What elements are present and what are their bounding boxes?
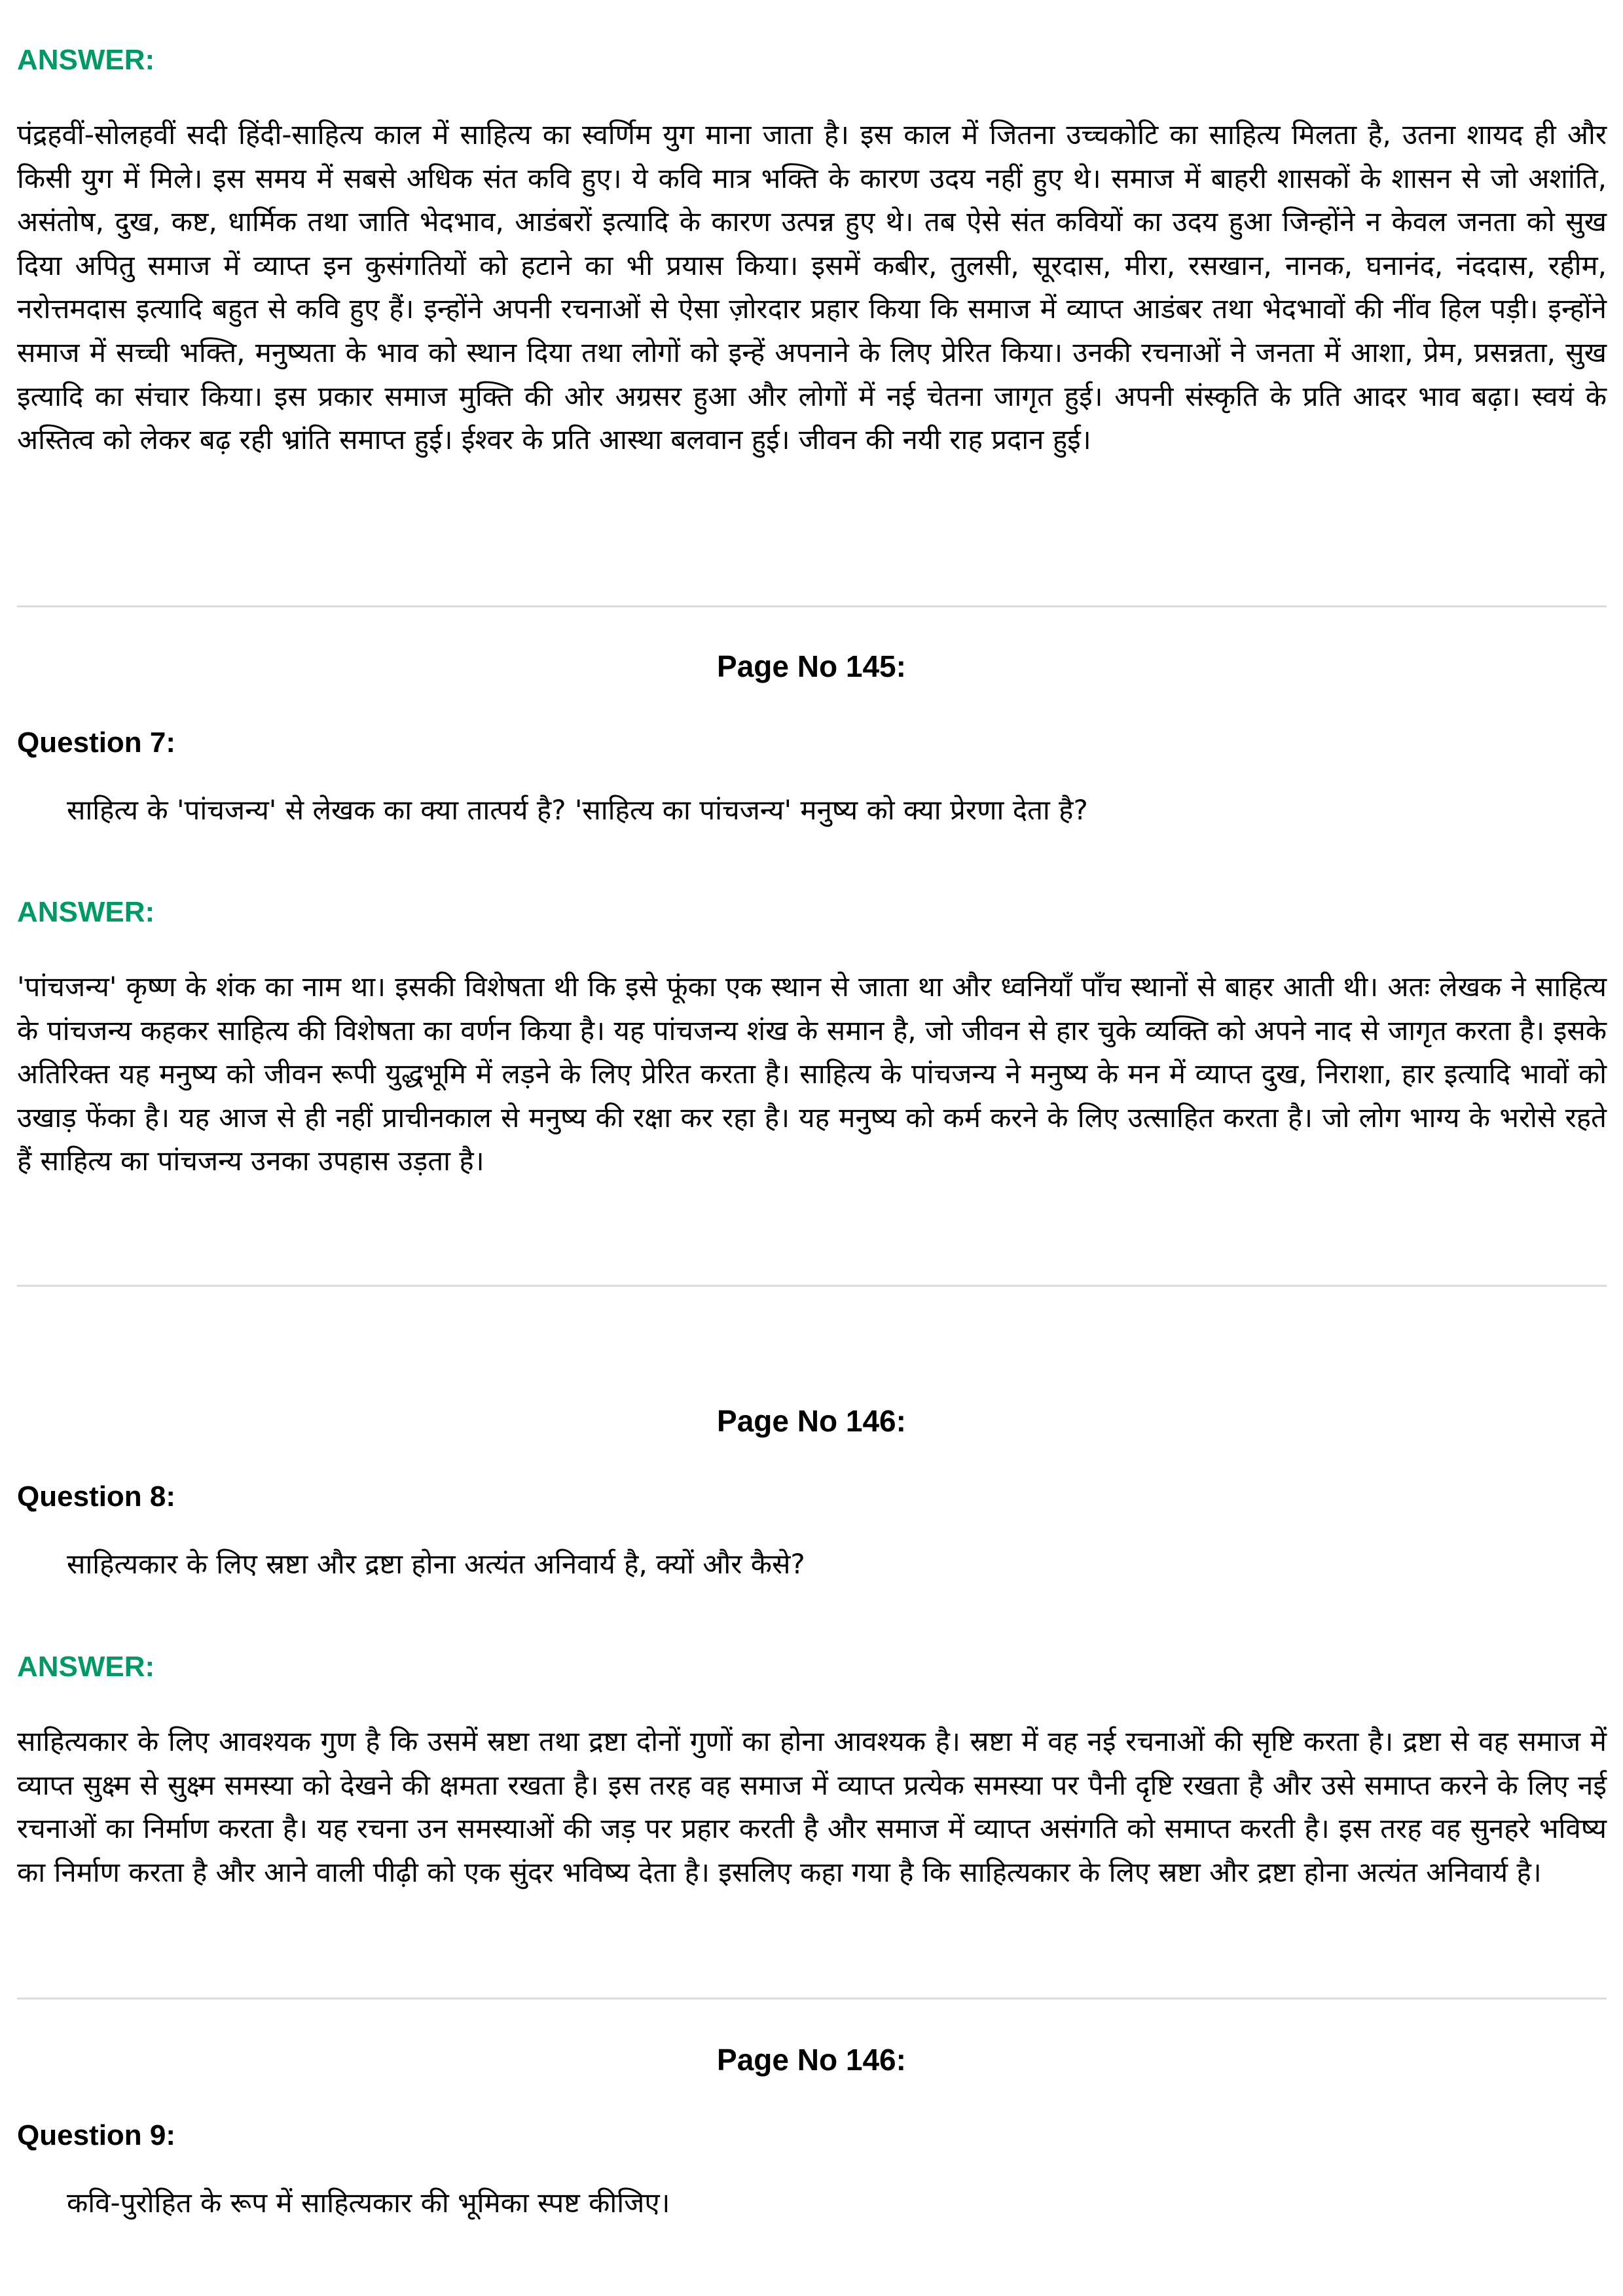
page-heading: Page No 146: <box>717 2043 906 2077</box>
section-divider <box>17 605 1607 607</box>
question-label: Question 7: <box>17 726 176 759</box>
answer-text: पंद्रहवीं-सोलहवीं सदी हिंदी-साहित्य काल में साहित्य का स्वर्णिम युग माना जाता है। इस काल में जितना उच्चकोटि का साहित्य मिलता है, उतना शायद ही और किसी युग में मिले। इस समय में सबसे अधिक संत कवि हुए। ये कवि मात्र भक्ति के कारण उदय नहीं हुए थे। समाज में बाहरी शासकों के शासन से जो अशांति, असंतोष, दुख, कष्ट, धार्मिक तथा जाति भेदभाव, आडंबरों इत्यादि के कारण उत्पन्न हुए थे। तब ऐसे संत कवियों का उदय हुआ जिन्होंने न केवल जनता को सुख दिया अपितु समाज में व्याप्त इन कुसंगतियों को हटाने का भी प्रयास किया। इसमें कबीर, तुलसी, सूरदास, मीरा, रसखान, नानक, घनानंद, नंददास, रहीम, नरोत्तमदास इत्यादि बहुत से कवि हुए हैं। इन्होंने अपनी रचनाओं से ऐसा ज़ोरदार प्रहार किया कि समाज में व्याप्त आडंबर तथा भेदभावों की नींव हिल पड़ी। इन्होंने समाज में सच्ची भक्ति, मनुष्यता के भाव को स्थान दिया तथा लोगों को इन्हें अपनाने के लिए प्रेरित किया। उनकी रचनाओं ने जनता में आशा, प्रेम, प्रसन्नता, सुख इत्यादि का संचार किया। इस प्रकार समाज मुक्ति की ओर अग्रसर हुआ और लोगों में नई चेतना जागृत हुई। अपनी संस्कृति के प्रति आदर भाव बढ़ा। स्वयं के अस्तित्व को लेकर बढ़ रही भ्रांति समाप्त हुई। ईश्वर के प्रति आस्था बलवान हुई। जीवन की नयी राह प्रदान हुई। <box>17 118 1607 456</box>
page-heading: Page No 146: <box>717 1404 906 1438</box>
answer-text: 'पांचजन्य' कृष्ण के शंक का नाम था। इसकी विशेषता थी कि इसे फूंका एक स्थान से जाता था और ध्वनियाँ पाँच स्थानों से बाहर आती थी। अतः लेखक ने साहित्य के पांचजन्य कहकर साहित्य की विशेषता का वर्णन किया है। यह पांचजन्य शंख के समान है, जो जीवन से हार चुके व्यक्ति को अपने नाद से जागृत करता है। इसके अतिरिक्त यह मनुष्य को जीवन रूपी युद्धभूमि में लड़ने के लिए प्रेरित करता है। साहित्य के पांचजन्य ने मनुष्य के मन में व्याप्त दुख, निराशा, हार इत्यादि भावों को उखाड़ फेंका है। यह आज से ही नहीं प्राचीनकाल से मनुष्य की रक्षा कर रहा है। यह मनुष्य को कर्म करने के लिए उत्साहित करता है। जो लोग भाग्य के भरोसे रहते हैं साहित्य का पांचजन्य उनका उपहास उड़ता है। <box>17 971 1607 1177</box>
question-label: Question 9: <box>17 2119 176 2151</box>
section-divider <box>17 1998 1607 2000</box>
page-heading: Page No 145: <box>717 649 906 683</box>
question-text: साहित्य के 'पांचजन्य' से लेखक का क्या तात्पर्य है? 'साहित्य का पांचजन्य' मनुष्य को क्या प्रेरणा देता है? <box>67 794 1088 826</box>
answer-label: ANSWER: <box>17 896 155 928</box>
answer-label: ANSWER: <box>17 44 155 76</box>
question-label: Question 8: <box>17 1480 176 1513</box>
question-text: कवि-पुरोहित के रूप में साहित्यकार की भूमिका स्पष्ट कीजिए। <box>67 2187 670 2219</box>
section-divider <box>17 1285 1607 1287</box>
question-text: साहित्यकार के लिए स्रष्टा और द्रष्टा होना अत्यंत अनिवार्य है, क्यों और कैसे? <box>67 1548 805 1580</box>
answer-text: साहित्यकार के लिए आवश्यक गुण है कि उसमें स्रष्टा तथा द्रष्टा दोनों गुणों का होना आवश्यक है। स्रष्टा में वह नई रचनाओं की सृष्टि करता है। द्रष्टा से वह समाज में व्याप्त सुक्ष्म से सुक्ष्म समस्या को देखने की क्षमता रखता है। इस तरह वह समाज में व्याप्त प्रत्येक समस्या पर पैनी दृष्टि रखता है और उसे समाप्त करने के लिए नई रचनाओं का निर्माण करता है। यह रचना उन समस्याओं की जड़ पर प्रहार करती है और समाज में व्याप्त असंगति को समाप्त करती है। इस तरह वह सुनहरे भविष्य का निर्माण करता है और आने वाली पीढ़ी को एक सुंदर भविष्य देता है। इसलिए कहा गया है कि साहित्यकार के लिए स्रष्टा और द्रष्टा होना अत्यंत अनिवार्य है। <box>17 1725 1607 1888</box>
answer-label: ANSWER: <box>17 1651 155 1683</box>
